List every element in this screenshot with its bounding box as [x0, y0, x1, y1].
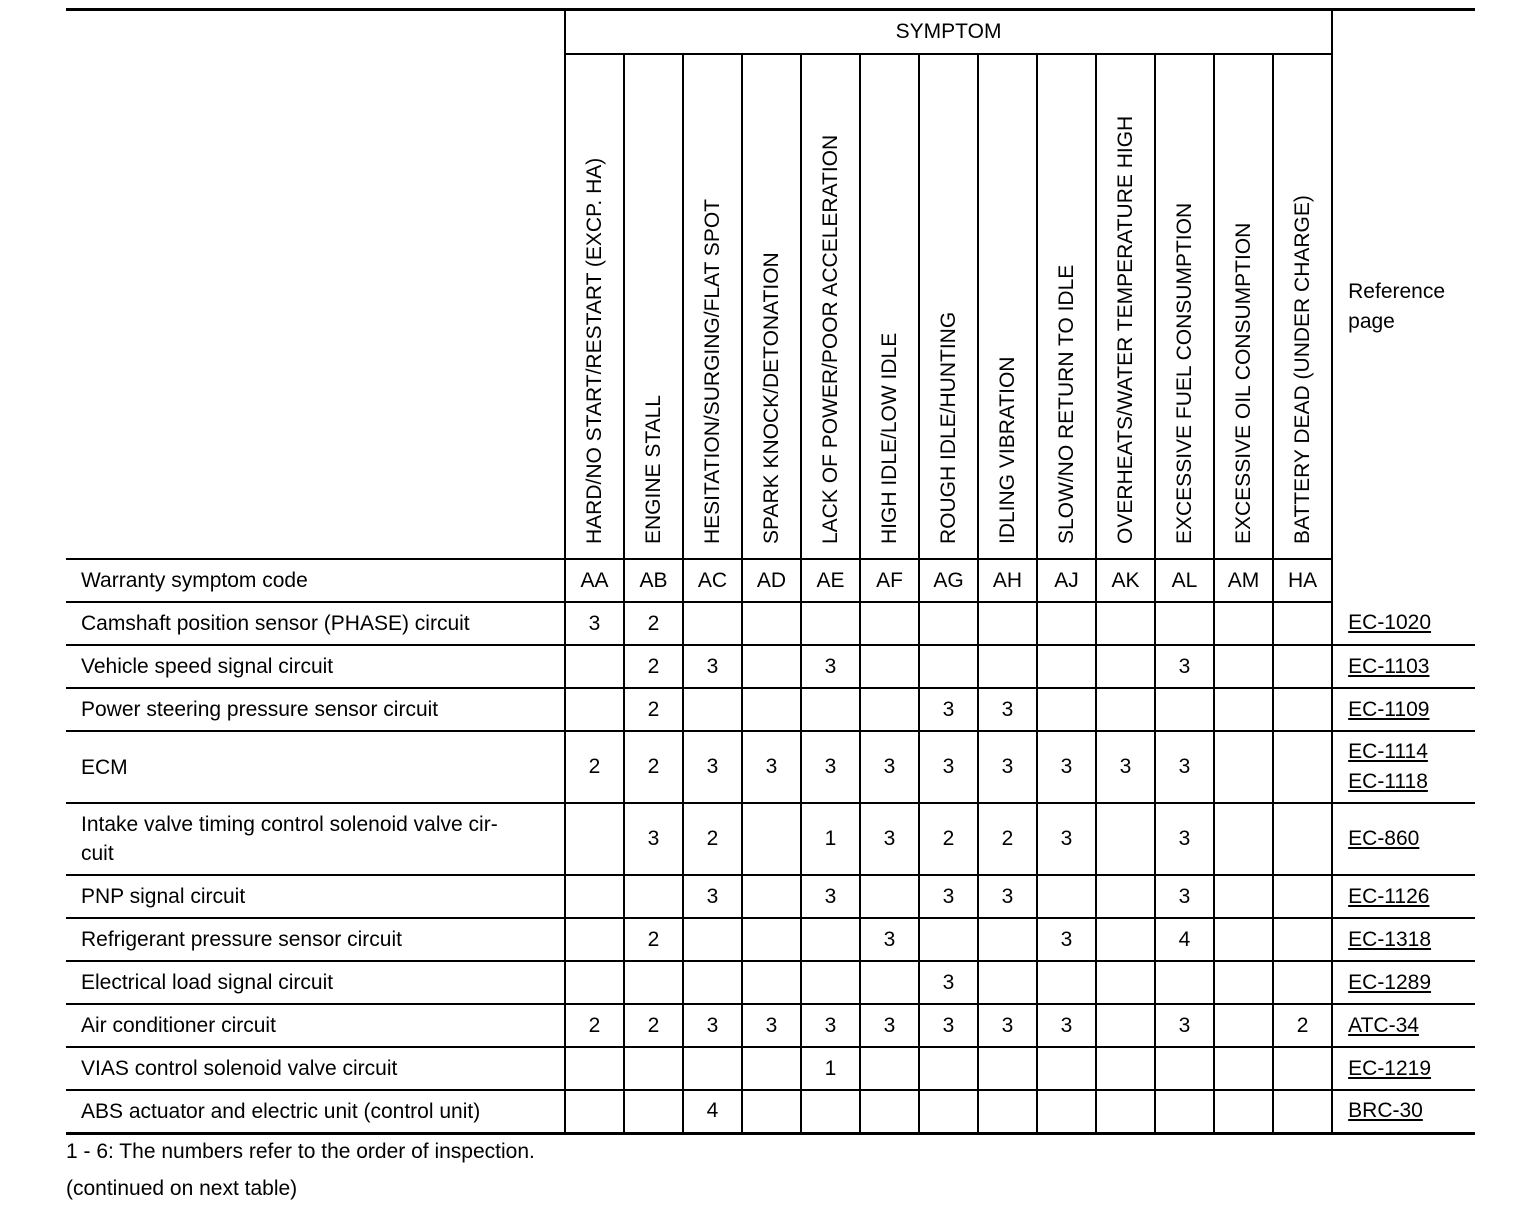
inspection-order-cell — [1273, 602, 1332, 645]
warranty-code-cell: AL — [1155, 559, 1214, 602]
table-row — [66, 1090, 1475, 1133]
inspection-order-cell — [1273, 731, 1332, 803]
inspection-order-cell: 2 — [624, 918, 683, 961]
component-name: Camshaft position sensor (PHASE) circuit — [81, 612, 470, 635]
inspection-order-cell — [919, 602, 978, 645]
inspection-order-cell — [1273, 918, 1332, 961]
inspection-order-cell: 3 — [1155, 1004, 1214, 1047]
reference-link[interactable]: EC-1289 — [1348, 970, 1432, 994]
inspection-order-cell: 3 — [1037, 918, 1096, 961]
inspection-order-cell — [565, 803, 624, 875]
inspection-order-cell: 2 — [624, 688, 683, 731]
inspection-order-cell: 3 — [1096, 731, 1155, 803]
inspection-order-cell — [1037, 1047, 1096, 1090]
inspection-order-cell: 2 — [978, 803, 1037, 875]
inspection-order-cell — [801, 688, 860, 731]
inspection-order-cell — [1214, 1004, 1273, 1047]
table-row — [66, 731, 1475, 803]
symptom-header-label: ROUGH IDLE/HUNTING — [936, 311, 960, 544]
reference-link[interactable]: EC-1109 — [1348, 697, 1430, 721]
reference-link[interactable]: EC-860 — [1348, 827, 1420, 850]
inspection-order-cell — [683, 961, 742, 1004]
inspection-order-cell — [565, 645, 624, 688]
inspection-order-cell: 3 — [801, 875, 860, 918]
table-row — [66, 688, 1475, 731]
inspection-order-cell — [860, 1090, 919, 1133]
inspection-order-cell: 3 — [683, 1004, 742, 1047]
reference-label-line1: Reference — [1348, 279, 1446, 303]
inspection-order-cell — [801, 1090, 860, 1133]
inspection-order-cell — [1214, 803, 1273, 875]
inspection-order-cell — [1155, 1047, 1214, 1090]
inspection-order-cell: 3 — [860, 1004, 919, 1047]
component-name-cell — [66, 1047, 565, 1090]
inspection-order-cell: 3 — [978, 688, 1037, 731]
symptom-header-label: LACK OF POWER/POOR ACCELERATION — [818, 134, 842, 544]
inspection-order-cell: 3 — [683, 731, 742, 803]
warranty-code-label: Warranty symptom code — [66, 559, 565, 602]
reference-page-cell — [1332, 645, 1475, 688]
inspection-order-cell — [1096, 918, 1155, 961]
inspection-order-cell — [1214, 875, 1273, 918]
inspection-order-cell — [1096, 961, 1155, 1004]
inspection-order-cell — [978, 1090, 1037, 1133]
inspection-order-cell — [1273, 1047, 1332, 1090]
table-row — [66, 961, 1475, 1004]
inspection-order-cell: 3 — [1155, 875, 1214, 918]
inspection-order-cell: 3 — [860, 731, 919, 803]
inspection-order-cell: 3 — [565, 602, 624, 645]
warranty-code-cell: HA — [1273, 559, 1332, 602]
inspection-order-cell — [860, 645, 919, 688]
inspection-order-cell — [1096, 875, 1155, 918]
warranty-code-cell: AB — [624, 559, 683, 602]
reference-page-cell — [1332, 961, 1475, 1004]
component-name: Power steering pressure sensor circuit — [81, 698, 439, 721]
inspection-order-cell — [801, 602, 860, 645]
inspection-order-cell: 3 — [683, 875, 742, 918]
inspection-order-cell: 4 — [683, 1090, 742, 1133]
inspection-order-cell — [1214, 645, 1273, 688]
inspection-order-cell — [742, 875, 801, 918]
inspection-order-cell — [978, 918, 1037, 961]
inspection-order-cell — [1096, 803, 1155, 875]
inspection-order-cell: 4 — [1155, 918, 1214, 961]
inspection-order-cell — [1214, 731, 1273, 803]
warranty-code-cell: AJ — [1037, 559, 1096, 602]
reference-link[interactable]: EC-1103 — [1348, 654, 1430, 678]
inspection-order-cell — [1214, 688, 1273, 731]
inspection-order-cell — [919, 1047, 978, 1090]
inspection-order-cell — [1037, 961, 1096, 1004]
inspection-order-cell — [860, 961, 919, 1004]
inspection-order-cell: 1 — [801, 1047, 860, 1090]
inspection-order-cell: 3 — [978, 731, 1037, 803]
inspection-order-cell — [742, 1047, 801, 1090]
symptom-title: SYMPTOM — [565, 10, 1332, 55]
inspection-order-cell — [742, 645, 801, 688]
inspection-order-cell — [1037, 645, 1096, 688]
component-name-cell — [66, 1090, 565, 1133]
component-name-cell — [66, 645, 565, 688]
reference-page-cell — [1332, 1090, 1475, 1133]
symptom-header-label: EXCESSIVE OIL CONSUMPTION — [1231, 222, 1255, 544]
header-blank-cell — [66, 10, 565, 560]
inspection-order-cell — [1037, 688, 1096, 731]
inspection-order-cell — [1096, 645, 1155, 688]
reference-page-cell — [1332, 688, 1475, 731]
inspection-order-cell: 3 — [801, 731, 860, 803]
inspection-order-cell: 2 — [683, 803, 742, 875]
inspection-order-cell — [742, 688, 801, 731]
inspection-order-cell: 2 — [565, 731, 624, 803]
inspection-order-cell: 3 — [978, 875, 1037, 918]
inspection-order-cell: 2 — [1273, 1004, 1332, 1047]
inspection-order-cell — [683, 1047, 742, 1090]
inspection-order-cell — [860, 1047, 919, 1090]
warranty-code-cell: AD — [742, 559, 801, 602]
inspection-order-cell: 2 — [624, 731, 683, 803]
inspection-order-cell — [565, 1090, 624, 1133]
inspection-order-cell — [1273, 803, 1332, 875]
reference-page-cell — [1332, 1004, 1475, 1047]
table-row — [66, 1047, 1475, 1090]
reference-link[interactable]: EC-1318 — [1348, 927, 1432, 951]
inspection-order-cell: 3 — [919, 688, 978, 731]
inspection-order-cell — [1273, 961, 1332, 1004]
inspection-order-cell — [1096, 1004, 1155, 1047]
reference-link[interactable]: EC-1020 — [1348, 611, 1432, 634]
inspection-order-cell: 2 — [565, 1004, 624, 1047]
header-row-title — [66, 10, 1475, 55]
reference-page-cell — [1332, 731, 1475, 803]
symptom-header-cell — [1214, 54, 1273, 559]
inspection-order-cell — [565, 918, 624, 961]
inspection-order-cell: 3 — [742, 731, 801, 803]
symptom-header-cell — [1155, 54, 1214, 559]
inspection-order-cell — [1037, 1090, 1096, 1133]
warranty-code-cell: AC — [683, 559, 742, 602]
symptom-header-cell — [683, 54, 742, 559]
reference-page-header — [1332, 10, 1475, 603]
symptom-matrix-document — [66, 8, 1475, 1135]
inspection-order-cell: 3 — [860, 918, 919, 961]
table-row — [66, 918, 1475, 961]
symptom-header-label: ENGINE STALL — [641, 395, 665, 544]
component-name: Intake valve timing control solenoid valve cir- — [81, 813, 498, 836]
warranty-code-cell: AG — [919, 559, 978, 602]
inspection-order-cell — [742, 918, 801, 961]
inspection-order-cell — [1037, 875, 1096, 918]
inspection-order-cell — [683, 688, 742, 731]
reference-link[interactable]: ATC-34 — [1348, 1013, 1419, 1037]
reference-page-cell — [1332, 875, 1475, 918]
inspection-order-cell: 3 — [624, 803, 683, 875]
reference-page-cell — [1332, 1047, 1475, 1090]
inspection-order-cell — [742, 803, 801, 875]
inspection-order-cell — [1273, 875, 1332, 918]
symptom-header-label: HIGH IDLE/LOW IDLE — [877, 332, 901, 544]
component-name: Vehicle speed signal circuit — [81, 655, 334, 678]
component-name-continued: cuit — [81, 842, 114, 865]
warranty-code-cell: AA — [565, 559, 624, 602]
symptom-header-cell — [1037, 54, 1096, 559]
symptom-header-label: SPARK KNOCK/DETONATION — [759, 252, 783, 544]
warranty-code-cell: AM — [1214, 559, 1273, 602]
component-name: Air conditioner circuit — [81, 1014, 276, 1037]
inspection-order-cell — [683, 602, 742, 645]
inspection-order-cell — [742, 602, 801, 645]
inspection-order-cell: 3 — [801, 645, 860, 688]
table-row — [66, 645, 1475, 688]
symptom-header-cell — [860, 54, 919, 559]
symptom-header-cell — [801, 54, 860, 559]
inspection-order-cell: 2 — [624, 645, 683, 688]
reference-label-line2: page — [1348, 309, 1395, 333]
component-name: VIAS control solenoid valve circuit — [81, 1057, 398, 1080]
inspection-order-cell — [978, 602, 1037, 645]
table-row — [66, 875, 1475, 918]
table-row — [66, 602, 1475, 645]
reference-link[interactable]: EC-1114 — [1348, 740, 1428, 763]
inspection-order-cell — [860, 602, 919, 645]
inspection-order-cell: 3 — [1037, 1004, 1096, 1047]
inspection-order-cell — [624, 875, 683, 918]
table-row — [66, 1004, 1475, 1047]
symptom-header-label: BATTERY DEAD (UNDER CHARGE) — [1290, 195, 1314, 544]
inspection-order-cell — [978, 645, 1037, 688]
inspection-order-cell — [1273, 645, 1332, 688]
inspection-order-cell — [919, 1090, 978, 1133]
inspection-order-cell — [565, 688, 624, 731]
inspection-order-cell: 3 — [1155, 803, 1214, 875]
inspection-order-cell: 3 — [742, 1004, 801, 1047]
symptom-header-label: OVERHEATS/WATER TEMPERATURE HIGH — [1113, 115, 1137, 544]
inspection-order-cell: 2 — [919, 803, 978, 875]
reference-page-cell — [1332, 803, 1475, 875]
reference-page-cell — [1332, 918, 1475, 961]
inspection-order-cell — [1096, 1047, 1155, 1090]
component-name-cell — [66, 1004, 565, 1047]
symptom-header-cell — [1096, 54, 1155, 559]
inspection-order-cell — [1155, 688, 1214, 731]
inspection-order-cell — [1096, 1090, 1155, 1133]
warranty-code-row — [66, 559, 1475, 602]
symptom-header-cell — [742, 54, 801, 559]
component-name-cell — [66, 731, 565, 803]
component-name-cell — [66, 875, 565, 918]
inspection-order-cell — [860, 875, 919, 918]
reference-link[interactable]: EC-1219 — [1348, 1056, 1432, 1080]
symptom-table — [66, 8, 1475, 1135]
inspection-order-cell: 3 — [801, 1004, 860, 1047]
continued-note: (continued on next table) — [66, 1177, 298, 1200]
inspection-order-cell — [801, 961, 860, 1004]
symptom-header-cell — [624, 54, 683, 559]
reference-link[interactable]: BRC-30 — [1348, 1099, 1423, 1123]
warranty-code-cell: AF — [860, 559, 919, 602]
inspection-order-cell — [919, 918, 978, 961]
inspection-order-cell — [1214, 918, 1273, 961]
inspection-order-cell — [624, 1090, 683, 1133]
inspection-order-cell — [1214, 1090, 1273, 1133]
symptom-header-label: SLOW/NO RETURN TO IDLE — [1054, 264, 1078, 544]
inspection-order-cell: 3 — [1037, 803, 1096, 875]
component-name: ABS actuator and electric unit (control unit) — [81, 1099, 481, 1123]
reference-link[interactable]: EC-1118 — [1348, 770, 1428, 793]
inspection-order-cell: 3 — [860, 803, 919, 875]
inspection-order-cell: 3 — [919, 731, 978, 803]
inspection-order-cell — [1155, 602, 1214, 645]
inspection-order-cell — [1155, 961, 1214, 1004]
inspection-order-cell: 1 — [801, 803, 860, 875]
inspection-order-cell — [978, 961, 1037, 1004]
symptom-header-label: IDLING VIBRATION — [995, 356, 1019, 544]
component-name: Refrigerant pressure sensor circuit — [81, 928, 402, 951]
component-name-cell — [66, 688, 565, 731]
inspection-order-cell — [624, 961, 683, 1004]
inspection-order-cell: 2 — [624, 602, 683, 645]
inspection-order-cell — [1096, 602, 1155, 645]
inspection-order-cell — [742, 961, 801, 1004]
inspection-order-cell: 3 — [978, 1004, 1037, 1047]
symptom-header-cell — [565, 54, 624, 559]
inspection-order-note: 1 - 6: The numbers refer to the order of inspection. — [66, 1140, 535, 1163]
symptom-header-cell — [1273, 54, 1332, 559]
inspection-order-cell — [1037, 602, 1096, 645]
component-name-cell — [66, 918, 565, 961]
inspection-order-cell — [565, 875, 624, 918]
warranty-code-cell: AK — [1096, 559, 1155, 602]
reference-page-cell — [1332, 602, 1475, 645]
symptom-header-cell — [978, 54, 1037, 559]
inspection-order-cell — [801, 918, 860, 961]
inspection-order-cell: 3 — [1155, 645, 1214, 688]
component-name-cell — [66, 602, 565, 645]
inspection-order-cell — [742, 1090, 801, 1133]
warranty-code-cell: AE — [801, 559, 860, 602]
component-name-cell — [66, 803, 565, 875]
inspection-order-cell — [860, 688, 919, 731]
component-name-cell — [66, 961, 565, 1004]
inspection-order-cell — [1096, 688, 1155, 731]
inspection-order-cell — [1214, 1047, 1273, 1090]
inspection-order-cell — [1214, 961, 1273, 1004]
inspection-order-cell — [1155, 1090, 1214, 1133]
inspection-order-cell: 3 — [683, 645, 742, 688]
reference-link[interactable]: EC-1126 — [1348, 884, 1430, 908]
symptom-header-label: HARD/NO START/RESTART (EXCP. HA) — [582, 157, 606, 544]
inspection-order-cell: 3 — [919, 961, 978, 1004]
inspection-order-cell: 3 — [1037, 731, 1096, 803]
inspection-order-cell: 3 — [919, 875, 978, 918]
symptom-header-label: HESITATION/SURGING/FLAT SPOT — [700, 199, 724, 544]
inspection-order-cell — [1214, 602, 1273, 645]
inspection-order-cell — [565, 961, 624, 1004]
inspection-order-cell — [978, 1047, 1037, 1090]
symptom-header-label: EXCESSIVE FUEL CONSUMPTION — [1172, 202, 1196, 544]
inspection-order-cell — [1273, 688, 1332, 731]
table-row — [66, 803, 1475, 875]
inspection-order-cell — [919, 645, 978, 688]
component-name: ECM — [81, 755, 128, 779]
inspection-order-cell: 2 — [624, 1004, 683, 1047]
component-name: PNP signal circuit — [81, 885, 246, 908]
inspection-order-cell: 3 — [1155, 731, 1214, 803]
inspection-order-cell — [1273, 1090, 1332, 1133]
inspection-order-cell — [624, 1047, 683, 1090]
warranty-code-cell: AH — [978, 559, 1037, 602]
inspection-order-cell — [683, 918, 742, 961]
symptom-header-cell — [919, 54, 978, 559]
component-name: Electrical load signal circuit — [81, 971, 334, 994]
inspection-order-cell — [565, 1047, 624, 1090]
inspection-order-cell: 3 — [919, 1004, 978, 1047]
